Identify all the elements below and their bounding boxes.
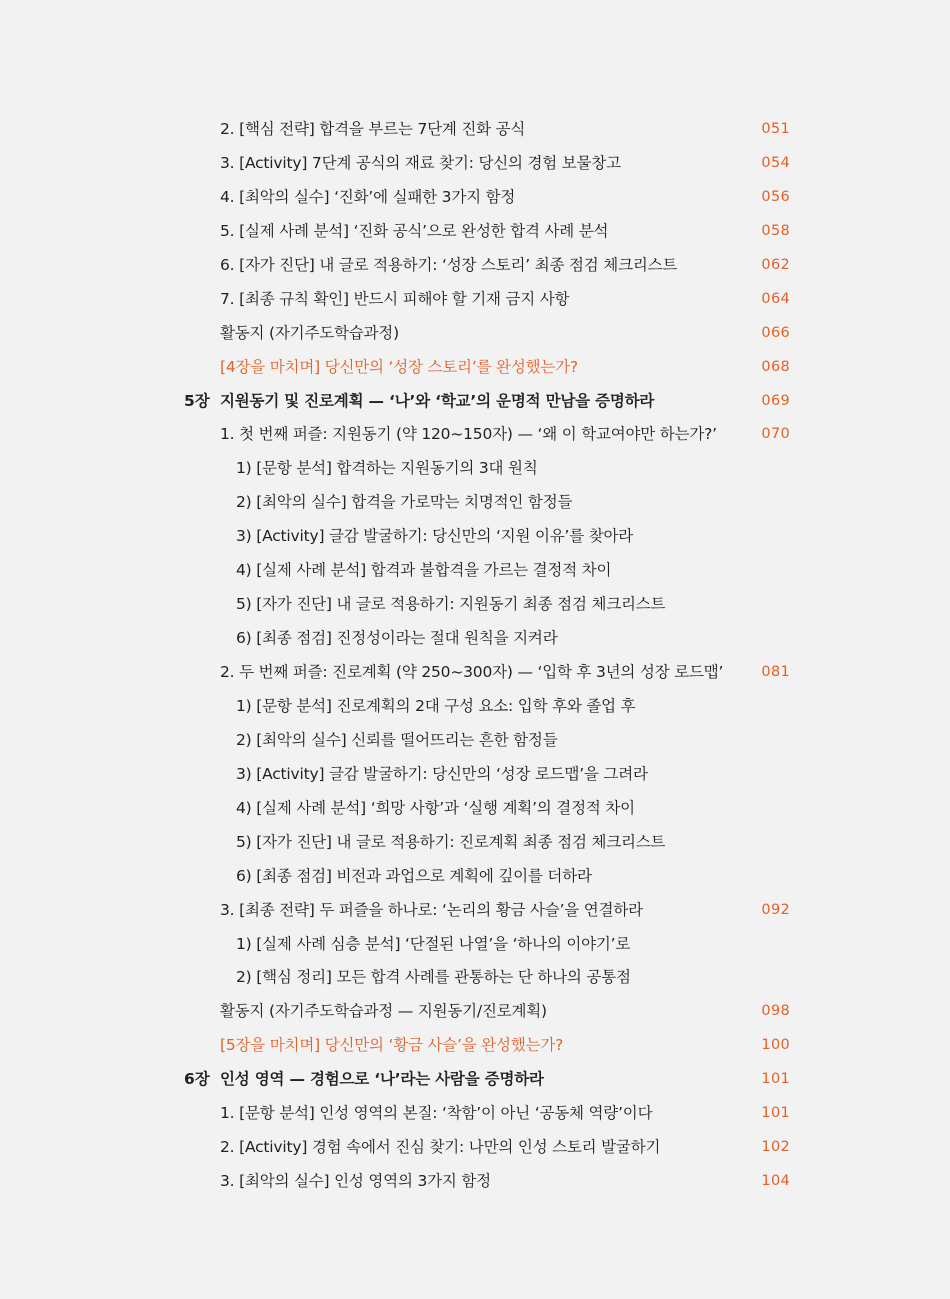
page-number: 100 xyxy=(761,1037,790,1054)
toc-entry xyxy=(0,826,950,860)
page-number: 101 xyxy=(761,1071,790,1088)
toc-entry xyxy=(0,792,950,826)
toc-entry xyxy=(0,486,950,520)
entry-title: 7. [최종 규칙 확인] 반드시 피해야 할 기재 금지 사항 xyxy=(220,289,570,308)
entry-title: 2. 두 번째 퍼즐: 진로계획 (약 250~300자) — ‘입학 후 3년의 성장 로드맵’ xyxy=(220,663,724,681)
page-number: 092 xyxy=(761,901,790,918)
page-number: 098 xyxy=(761,1003,790,1020)
toc-entry xyxy=(0,147,950,181)
page-number: 102 xyxy=(761,1139,790,1156)
page-number: 056 xyxy=(761,188,790,205)
toc-entry xyxy=(0,317,950,351)
toc-entry xyxy=(0,181,950,215)
toc-entry xyxy=(0,588,950,622)
entry-title: 1. 첫 번째 퍼즐: 지원동기 (약 120~150자) — ‘왜 이 학교여야만 하는가?’ xyxy=(220,425,717,444)
toc-entry xyxy=(0,283,950,317)
table-of-contents xyxy=(0,113,950,1199)
entry-title: 3. [최종 전략] 두 퍼즐을 하나로: ‘논리의 황금 사슬’을 연결하라 xyxy=(220,900,643,919)
page-number: 068 xyxy=(761,358,790,375)
page-number: 101 xyxy=(761,1105,790,1122)
page-number: 062 xyxy=(761,256,790,273)
entry-title: 2) [핵심 정리] 모든 합격 사례를 관통하는 단 하나의 공통점 xyxy=(236,968,631,987)
chapter-title: 지원동기 및 진로계획 — ‘나’와 ‘학교’의 운명적 만남을 증명하라 xyxy=(220,391,655,410)
chapter-title: 인성 영역 — 경험으로 ‘나’라는 사람을 증명하라 xyxy=(220,1070,544,1089)
entry-title: 1. [문항 분석] 인성 영역의 본질: ‘착함’이 아닌 ‘공동체 역량’이다 xyxy=(220,1104,653,1123)
toc-entry xyxy=(0,418,950,452)
entry-title: 1) [문항 분석] 합격하는 지원동기의 3대 원칙 xyxy=(236,459,538,478)
entry-title: 4) [실제 사례 분석] ‘희망 사항’과 ‘실행 계획’의 결정적 차이 xyxy=(236,798,635,817)
toc-entry xyxy=(0,520,950,554)
entry-title: 2) [최악의 실수] 신뢰를 떨어뜨리는 흔한 함정들 xyxy=(236,730,558,749)
page-number: 081 xyxy=(761,664,790,680)
toc-entry xyxy=(0,113,950,147)
entry-title: 3. [최악의 실수] 인성 영역의 3가지 함정 xyxy=(220,1172,491,1191)
toc-entry xyxy=(0,249,950,283)
page-number: 051 xyxy=(761,121,790,137)
entry-title: 5. [실제 사례 분석] ‘진화 공식’으로 완성한 합격 사례 분석 xyxy=(220,221,609,240)
entry-title: 2) [최악의 실수] 합격을 가로막는 치명적인 함정들 xyxy=(236,493,573,512)
toc-entry xyxy=(0,1131,950,1165)
toc-entry xyxy=(0,894,950,928)
entry-title: 4. [최악의 실수] ‘진화’에 실패한 3가지 함정 xyxy=(220,187,516,206)
entry-title: 5) [자가 진단] 내 글로 적용하기: 지원동기 최종 점검 체크리스트 xyxy=(236,595,666,614)
entry-title: 활동지 (자기주도학습과정) xyxy=(220,323,399,342)
toc-entry xyxy=(0,1165,950,1199)
chapter-number: 5장 xyxy=(184,391,210,410)
entry-title: 2. [Activity] 경험 속에서 진심 찾기: 나만의 인성 스토리 발굴하기 xyxy=(220,1138,661,1157)
entry-title: 6) [최종 점검] 진정성이라는 절대 원칙을 지켜라 xyxy=(236,629,558,648)
entry-title: 1) [실제 사례 심층 분석] ‘단절된 나열’을 ‘하나의 이야기’로 xyxy=(236,934,631,953)
entry-title: [5장을 마치며] 당신만의 ‘황금 사슬’을 완성했는가? xyxy=(220,1036,564,1055)
toc-entry xyxy=(0,215,950,249)
page-number: 066 xyxy=(761,324,790,341)
toc-entry xyxy=(0,758,950,792)
page-number: 064 xyxy=(761,290,790,307)
entry-title: 활동지 (자기주도학습과정 — 지원동기/진로계획) xyxy=(220,1002,547,1021)
entry-title: 3) [Activity] 글감 발굴하기: 당신만의 ‘성장 로드맵’을 그려라 xyxy=(236,764,648,783)
entry-title: 6) [최종 점검] 비전과 과업으로 계획에 깊이를 더하라 xyxy=(236,866,592,885)
toc-entry xyxy=(0,1097,950,1131)
page-number: 104 xyxy=(761,1173,790,1190)
toc-entry xyxy=(0,860,950,894)
toc-entry xyxy=(0,351,950,385)
chapter-number: 6장 xyxy=(184,1070,210,1089)
entry-title: 2. [핵심 전략] 합격을 부르는 7단계 진화 공식 xyxy=(220,120,526,138)
toc-entry xyxy=(0,656,950,690)
toc-entry xyxy=(0,452,950,486)
entry-title: 6. [자가 진단] 내 글로 적용하기: ‘성장 스토리’ 최종 점검 체크리스트 xyxy=(220,255,678,274)
entry-title: 4) [실제 사례 분석] 합격과 불합격을 가르는 결정적 차이 xyxy=(236,561,612,580)
page-number: 058 xyxy=(761,222,790,239)
toc-chapter-row xyxy=(0,385,950,419)
page-number: 054 xyxy=(761,154,790,171)
page-number: 069 xyxy=(761,392,790,409)
toc-entry xyxy=(0,690,950,724)
toc-entry xyxy=(0,554,950,588)
toc-entry xyxy=(0,961,950,995)
entry-title: 1) [문항 분석] 진로계획의 2대 구성 요소: 입학 후와 졸업 후 xyxy=(236,696,636,715)
entry-title: 3) [Activity] 글감 발굴하기: 당신만의 ‘지원 이유’를 찾아라 xyxy=(236,527,634,546)
toc-chapter-row xyxy=(0,1063,950,1097)
toc-entry xyxy=(0,724,950,758)
toc-entry xyxy=(0,928,950,962)
entry-title: 3. [Activity] 7단계 공식의 재료 찾기: 당신의 경험 보물창고 xyxy=(220,153,621,172)
entry-title: 5) [자가 진단] 내 글로 적용하기: 진로계획 최종 점검 체크리스트 xyxy=(236,832,666,851)
entry-title: [4장을 마치며] 당신만의 ‘성장 스토리’를 완성했는가? xyxy=(220,357,578,376)
toc-entry xyxy=(0,995,950,1029)
page-number: 070 xyxy=(761,426,790,443)
toc-entry xyxy=(0,1029,950,1063)
toc-entry xyxy=(0,622,950,656)
